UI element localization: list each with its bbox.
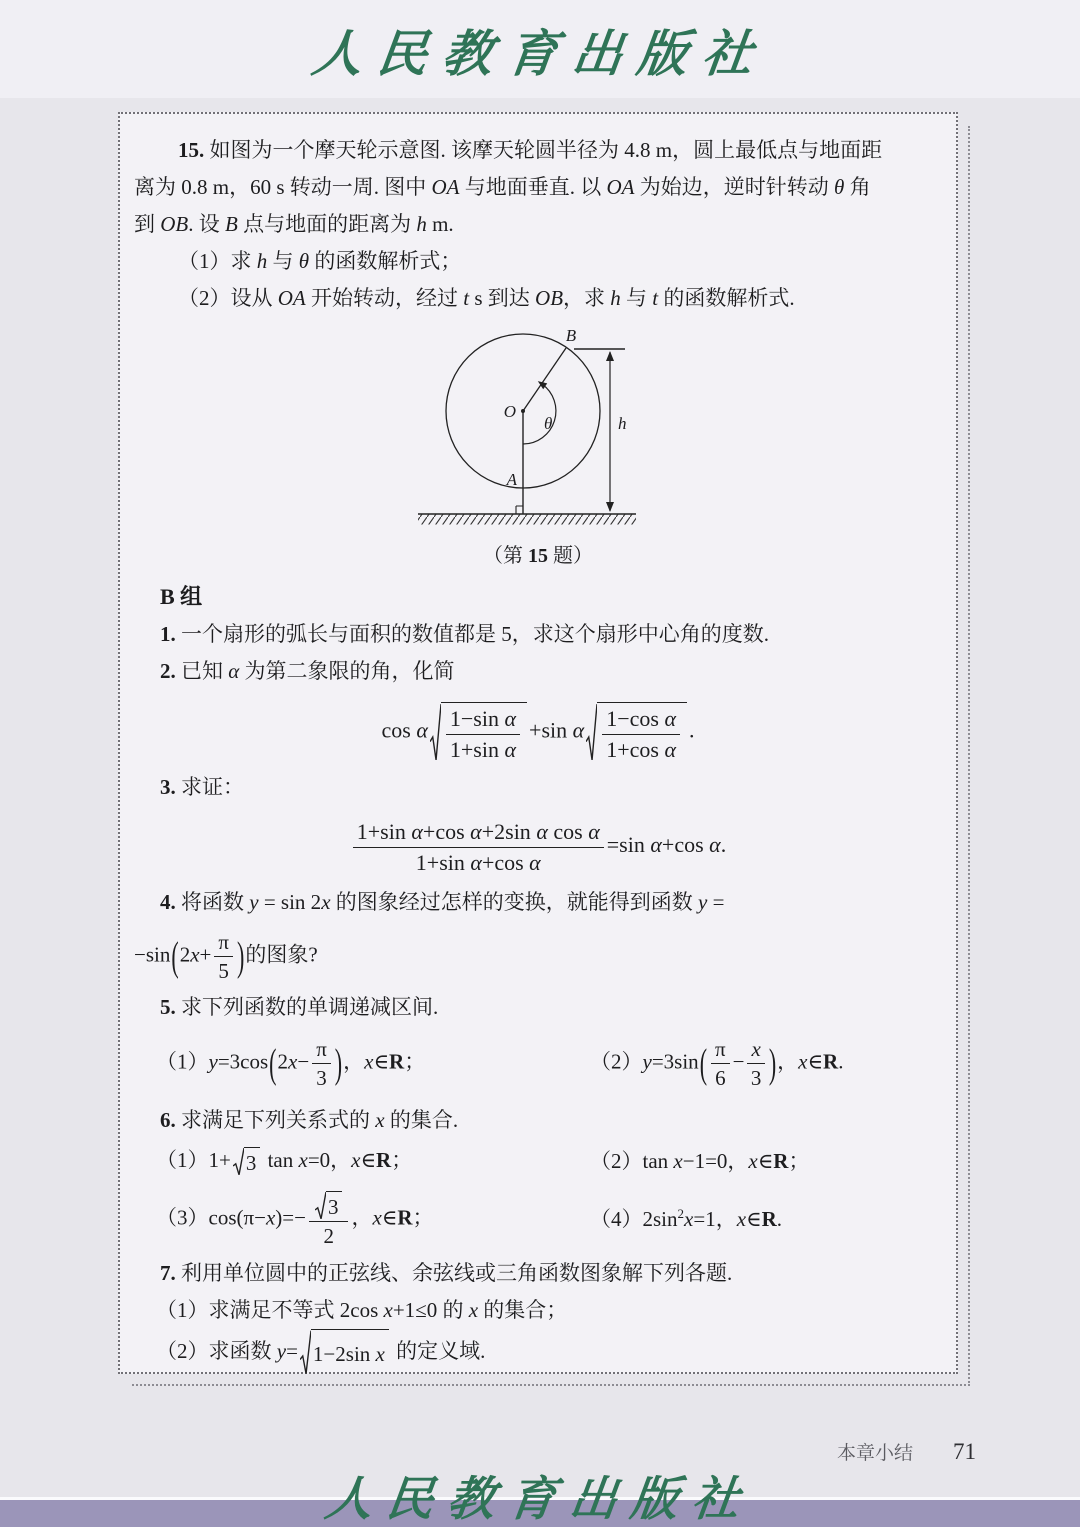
fraction [353,818,604,876]
math-variable: x [383,1297,393,1322]
publisher-calligraphy-top: 人民教育出版社 [308,26,771,82]
math-variable: α [588,819,600,844]
radical [300,1329,389,1376]
problem-b2-intro [134,653,942,690]
math-variable: t [463,286,470,310]
text-run: 5 [218,959,229,984]
math-variable: θ [834,175,845,199]
text-run: 为第二象限的角，化简 [239,659,455,683]
text-run: 的定义域. [390,1338,486,1363]
math-variable: x [298,1147,308,1172]
math-variable: y [698,890,708,914]
text-run: =1， [693,1207,737,1232]
problem-15-line-1 [134,132,942,169]
radical-sign [300,1329,311,1376]
fraction-denominator [309,1222,349,1249]
text-run: ∈ [381,1205,398,1230]
text-run: + [199,942,212,967]
math-variable: y [642,1049,652,1074]
text-run: 1−cos [606,706,665,731]
text-run: +sin [529,717,573,743]
math-variable: x [190,942,200,967]
text-run: 已知 [175,659,229,683]
text-run: ， [343,1049,365,1074]
big-paren: ( [269,1039,277,1087]
math-variable: t [652,286,659,310]
text-run: （2）求函数 [156,1338,277,1363]
ferris-wheel-figure-wrap [134,327,942,570]
math-variable: h [256,249,268,273]
text-run: = [707,890,725,914]
h-arrow-top [606,351,614,361]
fraction-numerator [747,1036,764,1064]
problem-b3-formula [134,818,942,876]
superscript: 2 [677,1206,685,1222]
set-symbol: R [389,1049,405,1074]
text-run: ∈ [807,1049,824,1074]
text-run: . [720,832,727,858]
text-run: 的图象经过怎样的变换，就能得到函数 [330,890,699,914]
text-run: =3cos [217,1049,269,1074]
fraction-denominator [214,957,233,984]
text-run: （2） [590,1049,643,1074]
math-variable: x [375,1107,385,1132]
math-variable: OA [606,175,635,199]
bold-text: 15. [178,138,205,162]
text-run: cos [547,819,589,844]
math-variable: x [468,1297,479,1322]
text-run: ， [777,1049,799,1074]
text-run: ； [404,1049,426,1074]
text-run: π [218,930,229,954]
math-variable: α [664,736,676,762]
fraction-numerator [312,1036,331,1064]
text-run: . [776,1207,782,1232]
text-run: )=− [275,1205,306,1230]
fraction-denominator [602,735,680,764]
text-run: （1）1+ [156,1147,231,1172]
text-run: 2 [179,942,191,967]
set-symbol: R [823,1049,839,1074]
text-run: 6 [715,1066,726,1090]
text-run: 3 [245,1151,257,1176]
fraction-numerator [353,818,604,848]
problem-15-sub-1 [134,243,942,280]
header-publisher [0,14,1080,86]
fraction [602,705,680,763]
text-run: 求证： [175,775,244,799]
set-symbol: R [397,1205,413,1230]
radical-content [441,702,527,763]
text-run: . [689,717,695,743]
page-footer [837,1438,976,1465]
h-arrow-bottom [606,502,614,512]
footer-publisher [0,1462,1080,1527]
math-variable: x [288,1049,298,1074]
fraction [747,1036,764,1092]
text-run: ； [788,1149,810,1174]
text-run: （1） [156,1049,209,1074]
text-run: ∈ [373,1049,390,1074]
text-run: 开始转动，经过 [305,286,464,310]
math-variable: x [375,1342,385,1367]
text-run: . 设 [188,212,225,236]
problem-b5-intro [134,989,942,1026]
bold-text: 1. [160,622,176,646]
text-run: m. [426,212,454,236]
text-run: （3）cos(π− [156,1205,266,1230]
text-run: − [297,1049,310,1074]
text-run: 的函数解析式； [309,249,462,273]
set-symbol: R [761,1207,777,1232]
radical-content [244,1147,261,1176]
radical-content [311,1329,389,1376]
text-run: ； [412,1205,434,1230]
publisher-calligraphy-bottom: 人民教育出版社 [322,1474,757,1526]
bold-text: 5. [160,994,176,1019]
group-b-heading: B 组 [160,584,203,609]
text-run: （2）设从 [178,286,278,310]
math-variable: x [372,1205,382,1230]
math-variable: x [684,1207,694,1232]
fraction [446,705,520,763]
text-run: +cos [481,849,530,875]
radius-ob-line [523,348,566,411]
problem-15-line-3 [134,206,942,243]
text-run: +cos [422,819,471,844]
footer-section-label: 本章小结 [836,1443,913,1464]
text-run: 2 [277,1049,289,1074]
math-variable: α [504,706,517,731]
text-run: π [316,1036,327,1061]
text-run: 1+sin [449,736,505,762]
math-variable: α [470,819,482,844]
text-run: 如图为一个摩天轮示意图. 该摩天轮圆半径为 4.8 m，圆上最低点与地面距 [204,138,883,162]
text-run: 的图象? [245,942,318,967]
text-run: ； [391,1147,413,1172]
math-variable: α [411,819,423,844]
fraction [214,929,233,985]
fraction [711,1036,730,1092]
text-run: π [715,1036,726,1061]
text-run: 3 [316,1066,327,1090]
fraction-denominator [711,1064,730,1091]
text-run: （第 [483,545,528,567]
math-variable: θ [298,249,310,273]
text-run: 3 [750,1066,762,1090]
text-run: 角 [844,175,871,199]
text-run: = [286,1338,298,1363]
text-run: ，求 [563,286,611,310]
text-run: − [732,1049,745,1074]
text-run: 的集合. [384,1107,459,1132]
fraction [309,1190,349,1249]
math-variable: x [321,890,331,914]
label-a: A [506,470,517,489]
math-variable: x [673,1149,683,1174]
text-run: =sin [606,832,651,858]
text-run: （4）2sin [590,1207,678,1232]
bold-text: 7. [160,1260,176,1285]
math-variable: x [736,1207,747,1232]
text-run: ∈ [746,1207,762,1232]
problem-b6-item-3 [156,1190,590,1249]
math-variable: x [351,1147,361,1172]
text-run: 一个扇形的弧长与面积的数值都是 5，求这个扇形中心角的度数. [175,622,769,646]
problem-b6-items-row-2 [134,1187,942,1253]
label-o: O [503,402,516,421]
fraction-denominator [747,1064,764,1091]
text-run: 点与地面的距离为 [237,212,417,236]
math-variable: α [416,717,428,743]
big-paren: ) [768,1039,777,1087]
set-symbol: R [773,1149,789,1174]
text-run: 将函数 [175,890,250,914]
text-run: 题） [548,545,593,567]
big-paren: ( [171,933,179,980]
math-variable: y [249,890,259,914]
math-variable: α [470,849,482,875]
text-run: . [838,1049,844,1074]
text-run: +2sin [481,819,537,844]
math-variable: x [751,1036,761,1061]
text-run: 2 [323,1223,334,1248]
problem-b6-item-1 [156,1147,590,1177]
exercise-content-box [118,112,958,1374]
text-run: 1+cos [606,736,665,762]
math-variable: OB [160,212,189,236]
fraction-denominator [312,1064,331,1091]
label-theta: θ [544,414,553,433]
math-variable: x [798,1049,808,1074]
right-angle-mark [516,506,523,514]
math-variable: h [416,212,427,236]
math-variable: α [228,659,240,683]
fraction-numerator [446,705,520,735]
fraction-numerator [711,1036,730,1064]
bold-text: 4. [160,890,176,914]
math-variable: α [529,849,541,875]
problem-b7-item-2 [134,1329,942,1377]
text-run: 1+sin [356,819,412,844]
text-run: 离为 0.8 m，60 s 转动一周. 图中 [134,175,432,199]
text-run: 3 [327,1194,339,1219]
math-variable: B [225,212,238,236]
problem-b5-items [134,1028,942,1100]
problem-b5-item-2 [590,1036,942,1092]
text-run: 的集合； [478,1297,568,1322]
label-h: h [618,414,627,433]
math-variable: OA [431,175,460,199]
bold-text: 2. [160,659,176,683]
math-variable: y [276,1338,287,1363]
text-run: −sin [134,942,171,967]
radical [430,702,527,763]
problem-15-line-2 [134,169,942,206]
bold-text: 3. [160,775,176,799]
problem-b3-intro [134,769,942,806]
math-variable: α [536,819,548,844]
fraction-numerator [602,705,680,735]
problem-b7-item-1 [134,1292,942,1329]
text-run: =0， [307,1147,352,1172]
math-variable: y [208,1049,218,1074]
math-variable: OB [535,286,564,310]
text-run: ， [351,1205,373,1230]
figure-caption [134,542,942,570]
ferris-wheel-figure [378,327,698,535]
problem-b6-item-2 [590,1148,942,1174]
problem-b1 [134,616,942,653]
text-run: 与 [267,249,299,273]
set-symbol: R [376,1147,392,1172]
radical-sign [233,1147,244,1176]
big-paren: ) [334,1039,343,1087]
big-paren: ( [699,1039,708,1087]
math-variable: α [572,717,585,743]
radical [315,1191,343,1220]
text-run: ∈ [757,1149,774,1174]
text-run: 1+sin [415,849,471,875]
math-variable: x [748,1149,758,1174]
math-variable: x [364,1049,374,1074]
fraction-denominator [446,735,520,764]
text-run: 与 [620,286,653,310]
text-run: （1）求 [178,249,257,273]
text-run: 利用单位圆中的正弦线、余弦线或三角函数图象解下列各题. [175,1260,733,1285]
problem-b4-line-2 [134,929,942,985]
radical [233,1147,261,1176]
text-run: = sin 2 [258,890,322,914]
text-run: 与地面垂直. 以 [459,175,607,199]
bold-text: 15 [528,545,548,567]
radical-sign [430,702,441,763]
problem-b2-formula [134,702,942,763]
fraction [312,1036,331,1092]
text-run: 到 [134,212,161,236]
text-run: +1≤0 的 [392,1297,469,1322]
text-run: 的函数解析式. [658,286,795,310]
math-variable: α [664,706,676,731]
text-run: −1=0， [682,1149,749,1174]
text-run: +cos [661,832,710,858]
text-run: 为始边，逆时针转动 [634,175,835,199]
text-run: =3sin [651,1049,699,1074]
text-run: （2）tan [590,1149,674,1174]
text-run: tan [262,1147,299,1172]
radical-sign [586,702,597,763]
text-run: s 到达 [469,286,536,310]
text-run: 1−2sin [312,1342,376,1367]
footer-page-number: 71 [953,1439,976,1464]
fraction-numerator [309,1190,349,1222]
problem-b4-line-1 [134,884,942,921]
fraction-numerator [214,929,233,957]
problem-b5-item-1 [156,1036,590,1092]
text-run: 求满足下列关系式的 [175,1107,376,1132]
ground-hatching [418,515,636,525]
math-variable: x [265,1205,276,1230]
problem-b6-items-row-1 [134,1139,942,1185]
text-run: 求下列函数的单调递减区间. [175,994,439,1019]
problem-15-sub-2 [134,280,942,317]
label-b: B [565,327,577,345]
text-run: （1）求满足不等式 2cos [156,1297,384,1322]
radical-content [597,702,687,763]
math-variable: OA [277,286,306,310]
math-variable: h [610,286,621,310]
radical [586,702,687,763]
fraction-denominator [353,848,604,877]
text-run: ∈ [360,1147,377,1172]
problem-b7-intro [134,1255,942,1292]
big-paren: ) [236,933,245,980]
math-variable: α [650,832,662,858]
math-variable: α [709,832,721,858]
problem-b6-intro [134,1102,942,1139]
bold-text: 6. [160,1107,176,1132]
radical-content [326,1191,343,1220]
radical-sign [315,1191,326,1220]
math-variable: α [504,736,517,762]
text-run: cos [381,717,417,743]
problem-b6-item-4 [590,1206,942,1232]
text-run: 1−sin [449,706,505,731]
